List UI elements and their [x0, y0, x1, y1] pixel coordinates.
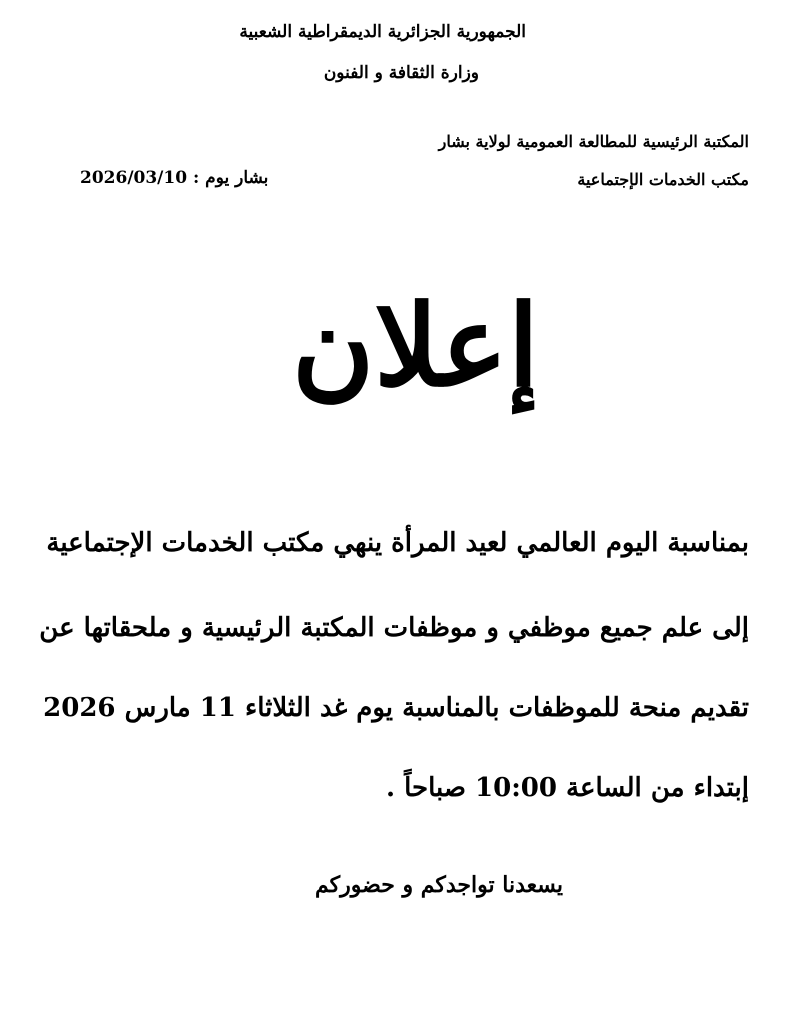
ministry-heading: وزارة الثقافة و الفنون: [323, 63, 479, 83]
date-value: 2026/03/10: [80, 168, 188, 188]
date-label: بشار يوم :: [192, 168, 269, 188]
library-name: المكتبة الرئيسية للمطالعة العمومية لولاية بشار: [438, 132, 749, 151]
date-line: [80, 168, 268, 188]
closing-line: يسعدنا تواجدكم و حضوركم: [315, 872, 563, 898]
office-name: مكتب الخدمات الإجتماعية: [577, 170, 749, 189]
announcement-title: إعلان: [291, 281, 539, 412]
body-line-4: إبتداء من الساعة 10:00 صباحاً .: [386, 773, 749, 803]
body-line-2: إلى علم جميع موظفي و موظفات المكتبة الرئيسية و ملحقاتها عن: [39, 613, 749, 643]
body-line-3: تقديم منحة للموظفات بالمناسبة يوم غد الثلاثاء 11 مارس 2026: [43, 693, 749, 723]
republic-heading: الجمهورية الجزائرية الديمقراطية الشعبية: [239, 22, 526, 42]
body-line-1: بمناسبة اليوم العالمي لعيد المرأة ينهي مكتب الخدمات الإجتماعية: [46, 528, 749, 558]
